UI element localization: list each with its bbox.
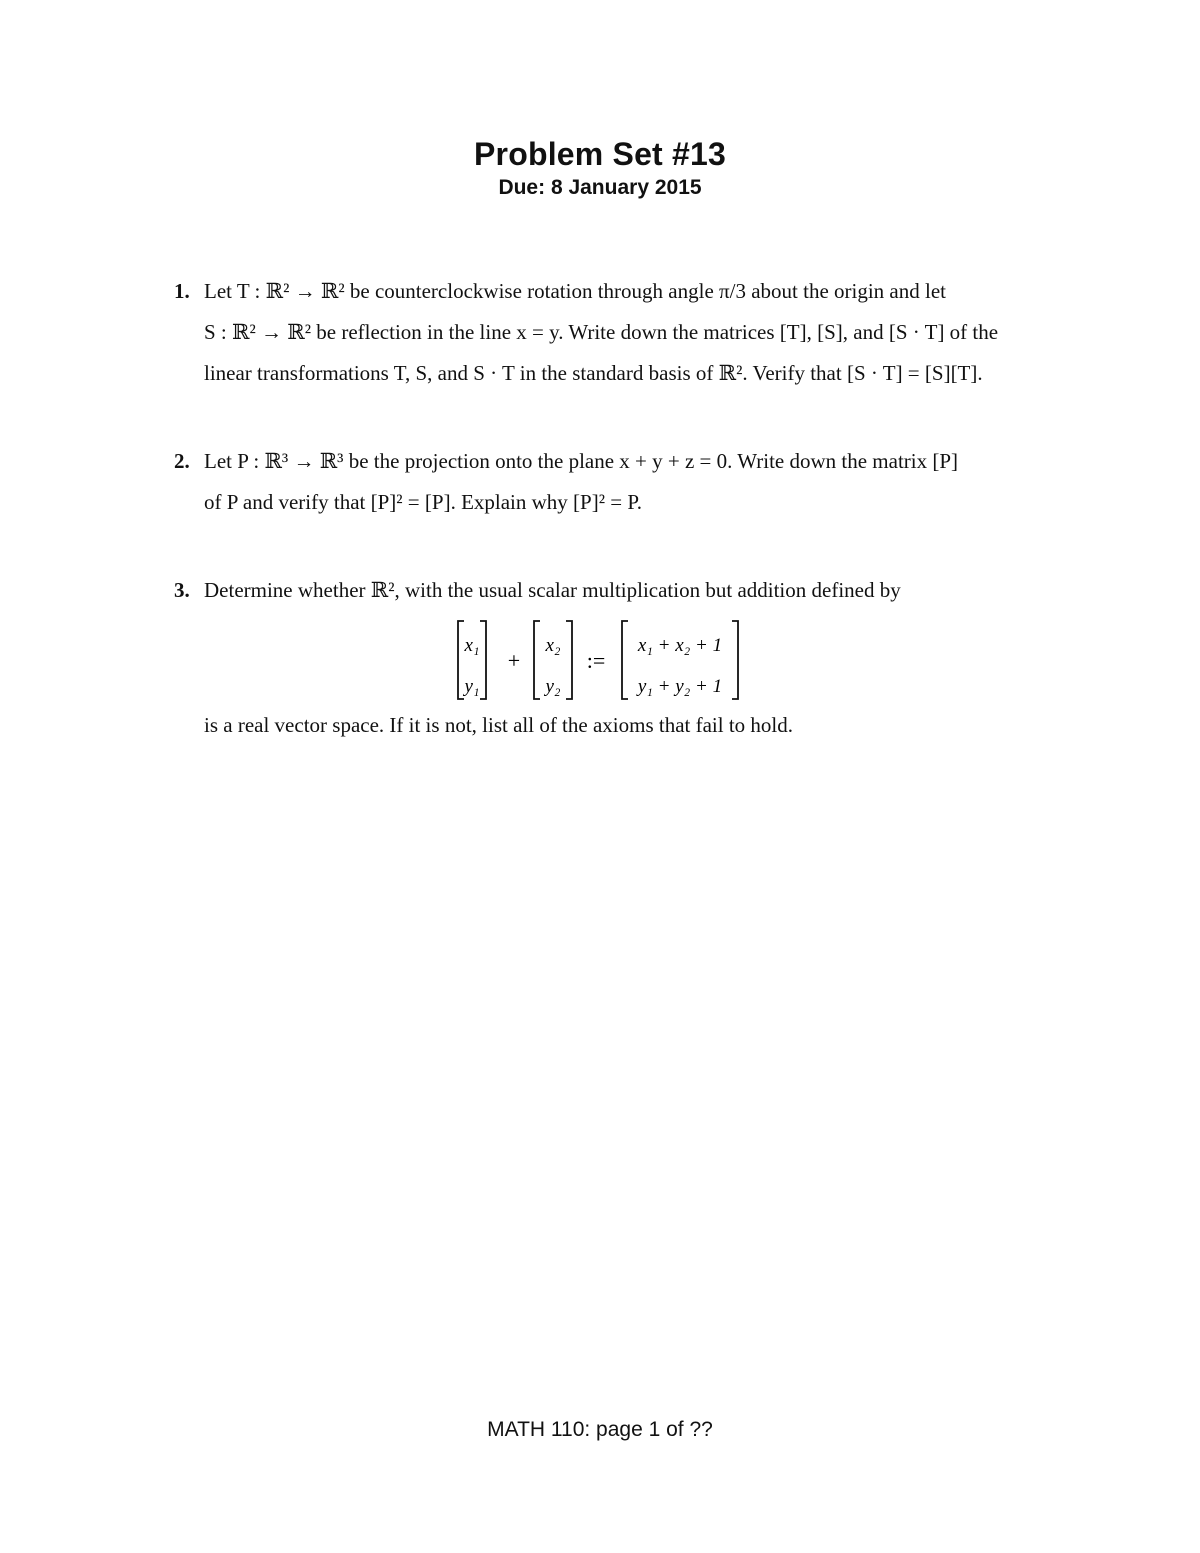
page-title: Problem Set #13 xyxy=(474,136,726,172)
problem-text xyxy=(204,441,1074,523)
vector-entry: x₁ xyxy=(464,635,480,656)
problem-line: linear transformations T, S, and S · T in the standard basis of ℝ². Verify that [S · T] = [S][T]. xyxy=(204,361,983,385)
problem-number: 1. xyxy=(174,279,190,303)
vector-entry: x₁ + x₂ + 1 xyxy=(637,635,723,656)
problem-line: of P and verify that [P]² = [P]. Explain why [P]² = P. xyxy=(204,490,642,514)
problem-1 xyxy=(174,271,1074,394)
right-bracket xyxy=(480,621,486,699)
problem-number: 2. xyxy=(174,449,190,473)
problem-line: Let P : ℝ³ → ℝ³ be the projection onto the plane x + y + z = 0. Write down the matrix [P] xyxy=(204,449,959,473)
problem-3 xyxy=(174,570,1074,611)
problem-line: S : ℝ² → ℝ² be reflection in the line x = y. Write down the matrices [T], [S], and [S · T] of the xyxy=(204,320,999,344)
definition-sign: := xyxy=(586,648,606,673)
right-bracket xyxy=(566,621,572,699)
vector-entry: y₁ + y₂ + 1 xyxy=(637,676,723,697)
problem-text xyxy=(204,570,1074,611)
problem-2 xyxy=(174,441,1074,523)
left-bracket xyxy=(622,621,628,699)
problem-text xyxy=(204,271,1074,394)
problem-text: is a real vector space. If it is not, list all of the axioms that fail to hold. xyxy=(204,713,794,737)
left-bracket xyxy=(458,621,464,699)
vector-entry: x₂ xyxy=(545,635,561,656)
right-bracket xyxy=(732,621,738,699)
plus-sign: + xyxy=(507,648,521,673)
due-date: Due: 8 January 2015 xyxy=(498,176,702,199)
left-bracket xyxy=(534,621,540,699)
problem-line: Let T : ℝ² → ℝ² be counterclockwise rotation through angle π/3 about the origin and let xyxy=(204,279,946,303)
problem-number: 3. xyxy=(174,578,190,602)
problem-line: Determine whether ℝ², with the usual scalar multiplication but addition defined by xyxy=(204,578,901,602)
vector-entry: y₂ xyxy=(545,676,561,697)
page-footer: MATH 110: page 1 of ?? xyxy=(487,1418,713,1441)
vector-entry: y₁ xyxy=(464,676,480,697)
vector-addition-equation xyxy=(450,618,750,702)
